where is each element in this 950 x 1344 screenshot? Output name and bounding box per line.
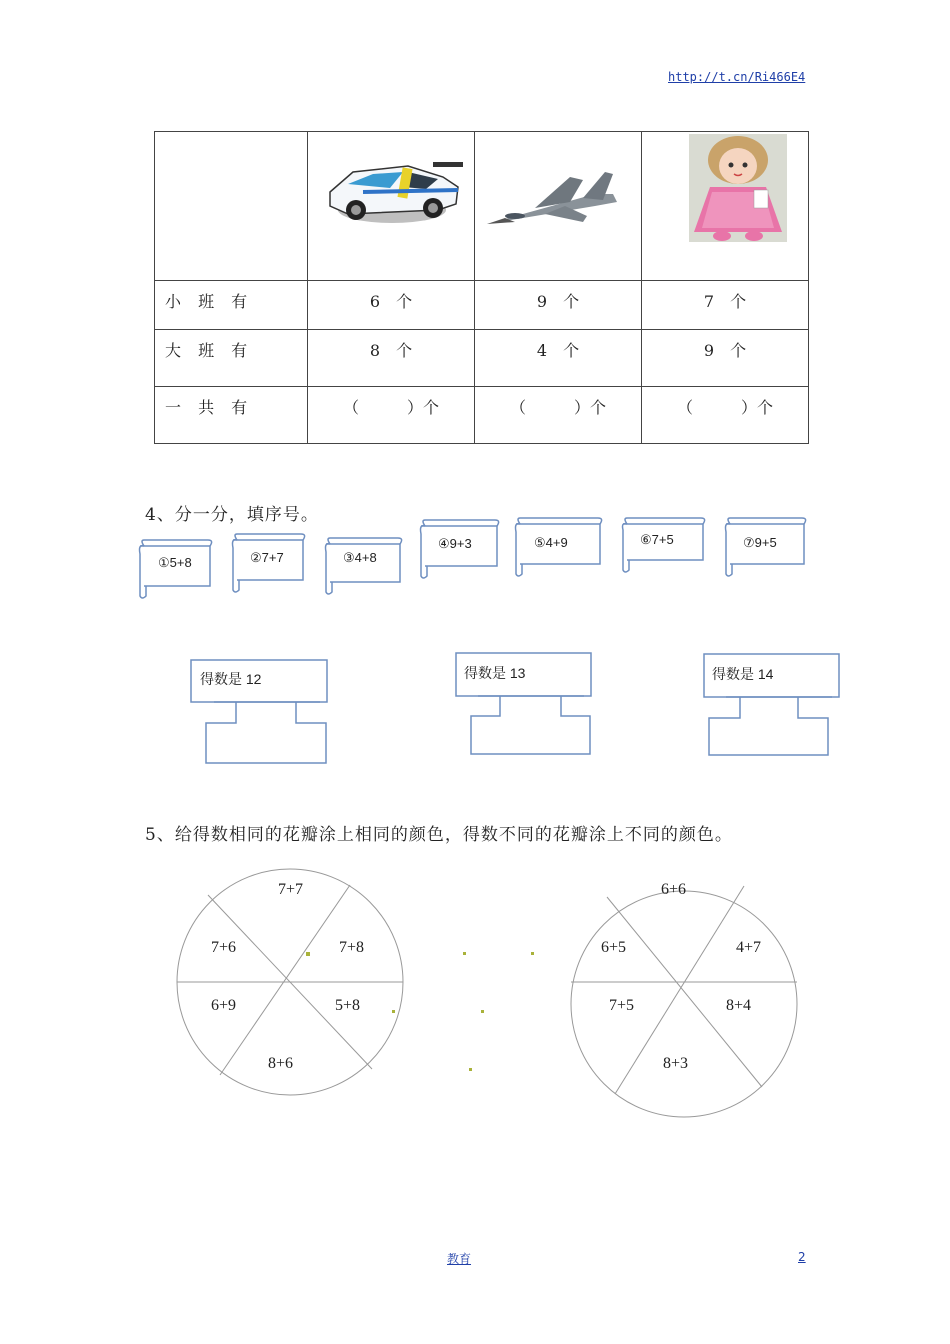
toy-count-table [154, 131, 809, 444]
header-url-link[interactable]: http://t.cn/Ri466E4 [668, 70, 806, 84]
scroll-card-1[interactable] [158, 555, 192, 571]
scroll-expression: 4+9 [545, 535, 568, 550]
race-car-cell [308, 132, 475, 281]
scroll-number: ② [250, 550, 262, 565]
petal-2-lower-right[interactable]: 8+4 [726, 997, 752, 1014]
question-4-title: 4、分一分，填序号。 [145, 505, 319, 525]
scroll-number: ⑥ [640, 532, 652, 547]
page-number[interactable]: 2 [798, 1250, 806, 1264]
table-row [155, 281, 809, 330]
sum-box-12: 得数是 12 [200, 671, 262, 687]
table-row [155, 132, 809, 281]
footer-link[interactable]: 教育 [447, 1252, 472, 1266]
answer-cell[interactable]: （ ）个 [475, 387, 642, 444]
scroll-card-5[interactable] [534, 535, 568, 551]
petal-2-upper-left[interactable]: 6+5 [601, 939, 627, 956]
table-cell: 9 个 [642, 330, 809, 387]
scroll-card-4[interactable] [438, 536, 472, 552]
answer-cell[interactable]: （ ）个 [642, 387, 809, 444]
fighter-jet-image [475, 132, 641, 276]
sum-box-14: 得数是 14 [712, 666, 774, 682]
scroll-card-3[interactable] [343, 550, 377, 566]
scroll-number: ⑦ [743, 535, 755, 550]
scroll-card-2[interactable] [250, 550, 284, 566]
petal-1-lower-left[interactable]: 6+9 [211, 997, 237, 1014]
petal-1-lower-right[interactable]: 5+8 [335, 997, 361, 1014]
sum-box-13: 得数是 13 [464, 665, 526, 681]
question-5-title: 5、给得数相同的花瓣涂上相同的颜色，得数不同的花瓣涂上不同的颜色。 [145, 825, 733, 845]
scroll-number: ③ [343, 550, 355, 565]
answer-cell[interactable]: （ ）个 [308, 387, 475, 444]
scroll-card-6[interactable] [640, 532, 674, 548]
table-cell: 7 个 [642, 281, 809, 330]
petal-1-upper-left[interactable]: 7+6 [211, 939, 237, 956]
petal-2-lower-left[interactable]: 7+5 [609, 997, 635, 1014]
drop-zone-14[interactable] [709, 718, 828, 755]
petal-1-upper-right[interactable]: 7+8 [339, 939, 365, 956]
scroll-expression: 9+5 [754, 535, 777, 550]
row-label: 小 班 有 [155, 281, 308, 330]
scroll-expression: 7+7 [261, 550, 284, 565]
doll-cell [642, 132, 809, 281]
scroll-number: ⑤ [534, 535, 546, 550]
scroll-shapes [0, 510, 950, 600]
table-row [155, 330, 809, 387]
drop-zone-13[interactable] [471, 716, 590, 754]
scroll-card-7[interactable] [743, 535, 777, 551]
petal-2-bottom[interactable]: 8+3 [663, 1055, 689, 1072]
petal-2-upper-right[interactable]: 4+7 [736, 939, 762, 956]
scroll-number: ④ [438, 536, 450, 551]
flower-circles [0, 850, 950, 1130]
petal-1-bottom[interactable]: 8+6 [268, 1055, 294, 1072]
scroll-expression: 5+8 [169, 555, 192, 570]
drop-zone-12[interactable] [206, 723, 326, 763]
scroll-expression: 9+3 [449, 536, 472, 551]
petal-1-top[interactable]: 7+7 [278, 881, 304, 898]
race-car-image [308, 132, 474, 276]
scroll-number: ① [158, 555, 170, 570]
table-cell: 9 个 [475, 281, 642, 330]
fighter-jet-cell [475, 132, 642, 281]
row-label: 大 班 有 [155, 330, 308, 387]
row-label: 一 共 有 [155, 387, 308, 444]
table-row [155, 387, 809, 444]
table-corner-cell [155, 132, 308, 281]
doll-image [642, 132, 808, 276]
scroll-expression: 4+8 [354, 550, 377, 565]
table-cell: 8 个 [308, 330, 475, 387]
table-cell: 6 个 [308, 281, 475, 330]
table-cell: 4 个 [475, 330, 642, 387]
scroll-expression: 7+5 [651, 532, 674, 547]
petal-2-top[interactable]: 6+6 [661, 881, 687, 898]
